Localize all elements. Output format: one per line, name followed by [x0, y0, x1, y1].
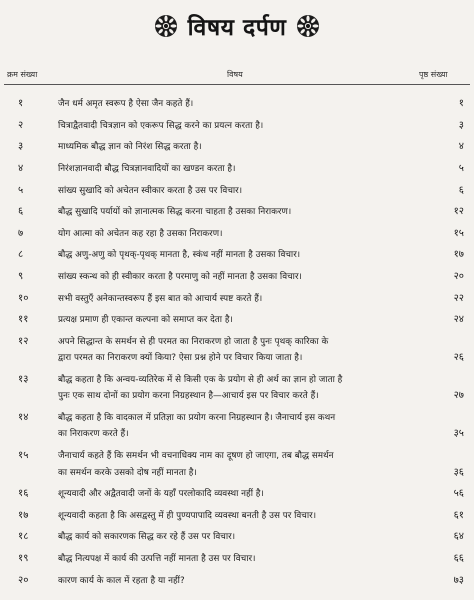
toc-row-text: शून्यवादी और अद्वैतवादी जनों के यहाँ परलोकादि व्यवस्था नहीं है। [58, 489, 264, 500]
column-header-subject: विषय [227, 70, 243, 79]
header-divider [4, 84, 470, 85]
toc-row-number: १४ [18, 412, 29, 424]
toc-row [0, 551, 474, 567]
toc-row-number: १३ [18, 373, 29, 385]
toc-row [0, 448, 474, 481]
toc-row-text: पुनः एक साथ दोनों का प्रयोग करना निग्रहस्थान है—आचार्य इस पर विचार करते हैं। [58, 391, 319, 402]
toc-row-text: बौद्ध कहता है कि वादकाल में प्रतिज्ञा का प्रयोग करना निग्रहस्थान है। जैनाचार्य इस कथन [58, 413, 336, 424]
toc-row [0, 372, 474, 405]
toc-row-page: २६ [453, 352, 464, 364]
toc-row-text: योग आत्मा को अचेतन कह रहा है उसका निराकरण। [58, 228, 223, 239]
toc-row-text: कारण कार्य के काल में रहता है या नहीं? [58, 575, 185, 586]
toc-row [0, 529, 474, 545]
toc-row [0, 226, 474, 242]
toc-row-page: ५ [458, 162, 464, 174]
toc-row [0, 247, 474, 263]
toc-row-number: १६ [18, 488, 29, 500]
toc-row-number: १ [18, 98, 24, 109]
toc-row-page: ३६ [453, 466, 464, 478]
toc-row-text: सांख्य स्कन्ध को ही स्वीकार करता है परमाणु को नहीं मानता है उसका विचार। [58, 272, 302, 282]
toc-row [0, 291, 474, 307]
toc-row-number: ८ [18, 249, 24, 261]
toc-row-text: शून्यवादी कहता है कि असद्वस्तु में ही पुण्यपापादि व्यवस्था बनती है उस पर विचार। [58, 510, 317, 521]
toc-row-text: का निराकरण करते हैं। [58, 429, 129, 440]
toc-row-page: ३५ [453, 428, 464, 440]
toc-row [0, 269, 474, 285]
toc-row [0, 161, 474, 177]
contents-list [0, 96, 474, 594]
toc-row-page: ६१ [453, 509, 464, 521]
toc-row-text: निरंशज्ञानवादी बौद्ध चित्रज्ञानवादियों का खण्डन करता है। [58, 163, 236, 174]
toc-row-page: ७३ [453, 574, 464, 586]
toc-row-number: १२ [18, 335, 29, 347]
toc-row-number: २ [18, 119, 24, 131]
toc-row [0, 96, 474, 112]
toc-row-page: ४ [458, 141, 464, 153]
toc-row-number: ७ [18, 227, 24, 239]
toc-row [0, 183, 474, 199]
toc-row-number: १८ [18, 531, 29, 543]
toc-row-number: ११ [18, 314, 29, 326]
toc-row-text: बौद्ध कहता है कि अन्वय-व्यतिरेक में से किसी एक के प्रयोग से ही अर्थ का ज्ञान हो जाता है [58, 374, 343, 385]
toc-row-number: ६ [18, 206, 24, 218]
toc-row-number: ३ [18, 141, 24, 153]
toc-row-text: बौद्ध सुखादि पर्यायों को ज्ञानात्मक सिद्ध करना चाहता है उसका निराकरण। [58, 207, 292, 218]
toc-row-page: ६ [458, 184, 464, 196]
toc-row [0, 139, 474, 155]
toc-row-text: जैनाचार्य कहते हैं कि समर्थन भी वचनाधिक्य नाम का दूषण हो जाएगा, तब बौद्ध समर्थन [58, 451, 334, 462]
toc-row-number: ५ [18, 184, 24, 196]
toc-row [0, 508, 474, 524]
toc-row [0, 204, 474, 220]
toc-row-text: सांख्य सुखादि को अचेतन स्वीकार करता है उस पर विचार। [58, 185, 243, 196]
toc-row-text: चित्राद्वैतवादी चित्रज्ञान को एकरूप सिद्ध करने का प्रयत्न करता है। [58, 120, 264, 131]
toc-row-number: १९ [18, 553, 29, 565]
toc-row-number: २० [18, 574, 29, 586]
toc-row-text: माध्यमिक बौद्ध ज्ञान को निरंश सिद्ध करता है। [58, 142, 202, 153]
toc-row-text: का समर्थन करके उसको दोष नहीं मानता है। [58, 467, 197, 478]
page-title: विषय दर्पण [187, 14, 287, 41]
toc-row [0, 118, 474, 134]
toc-row-number: १७ [18, 509, 29, 521]
toc-row-page: ६६ [453, 553, 464, 565]
toc-row-text: अपने सिद्धान्त के समर्थन से ही परमत का निराकरण हो जाता है पुनः पृथक् कारिका के [58, 336, 329, 347]
toc-row-page: १ [458, 98, 464, 109]
toc-row-text: बौद्ध कार्य को सकारणक सिद्ध कर रहे हैं उस पर विचार। [58, 532, 236, 543]
toc-row-text: बौद्ध अणु-अणु को पृथक्-पृथक् मानता है, स्कंध नहीं मानता है उसका विचार। [58, 250, 301, 261]
column-header-number: क्रम संख्या [7, 70, 38, 79]
toc-row-page: २२ [453, 292, 464, 304]
toc-row [0, 486, 474, 502]
toc-row-number: १५ [18, 450, 29, 462]
toc-row-page: ५६ [453, 488, 464, 500]
toc-row-number: ४ [18, 162, 24, 174]
toc-row-page: १५ [453, 227, 464, 239]
page-header [0, 6, 474, 46]
toc-row-page: २० [453, 271, 464, 282]
toc-row-text: प्रत्यक्ष प्रमाण ही एकान्त कल्पना को समाप्त कर देता है। [58, 315, 233, 326]
toc-row-page: १७ [453, 249, 464, 261]
flower-ornament-icon [154, 14, 178, 38]
toc-row [0, 573, 474, 589]
toc-row-text: बौद्ध नित्यपक्ष में कार्य की उत्पत्ति नहीं मानता है उस पर विचार। [58, 554, 256, 565]
toc-row-text: द्वारा परमत का निराकरण क्यों किया? ऐसा प्रश्न होने पर विचार किया जाता है। [58, 353, 303, 364]
toc-row-page: ६४ [453, 531, 464, 543]
toc-row [0, 312, 474, 328]
flower-ornament-icon [296, 14, 320, 38]
toc-row [0, 334, 474, 367]
column-header-row [0, 66, 474, 84]
toc-row-number: १० [18, 292, 29, 304]
toc-row-page: २४ [453, 314, 464, 326]
toc-row-number: ९ [18, 271, 24, 282]
toc-row-page: ३ [458, 119, 464, 131]
column-header-page: पृष्ठ संख्या [419, 70, 448, 79]
toc-row [0, 410, 474, 443]
toc-row-page: १२ [453, 206, 464, 218]
toc-row-text: सभी वस्तुएँ अनेकान्तस्वरूप हैं इस बात को आचार्य स्पष्ट करते हैं। [58, 293, 263, 304]
toc-row-page: २७ [453, 390, 464, 402]
toc-row-text: जैन धर्म अमृत स्वरूप है ऐसा जैन कहते हैं। [58, 99, 194, 109]
